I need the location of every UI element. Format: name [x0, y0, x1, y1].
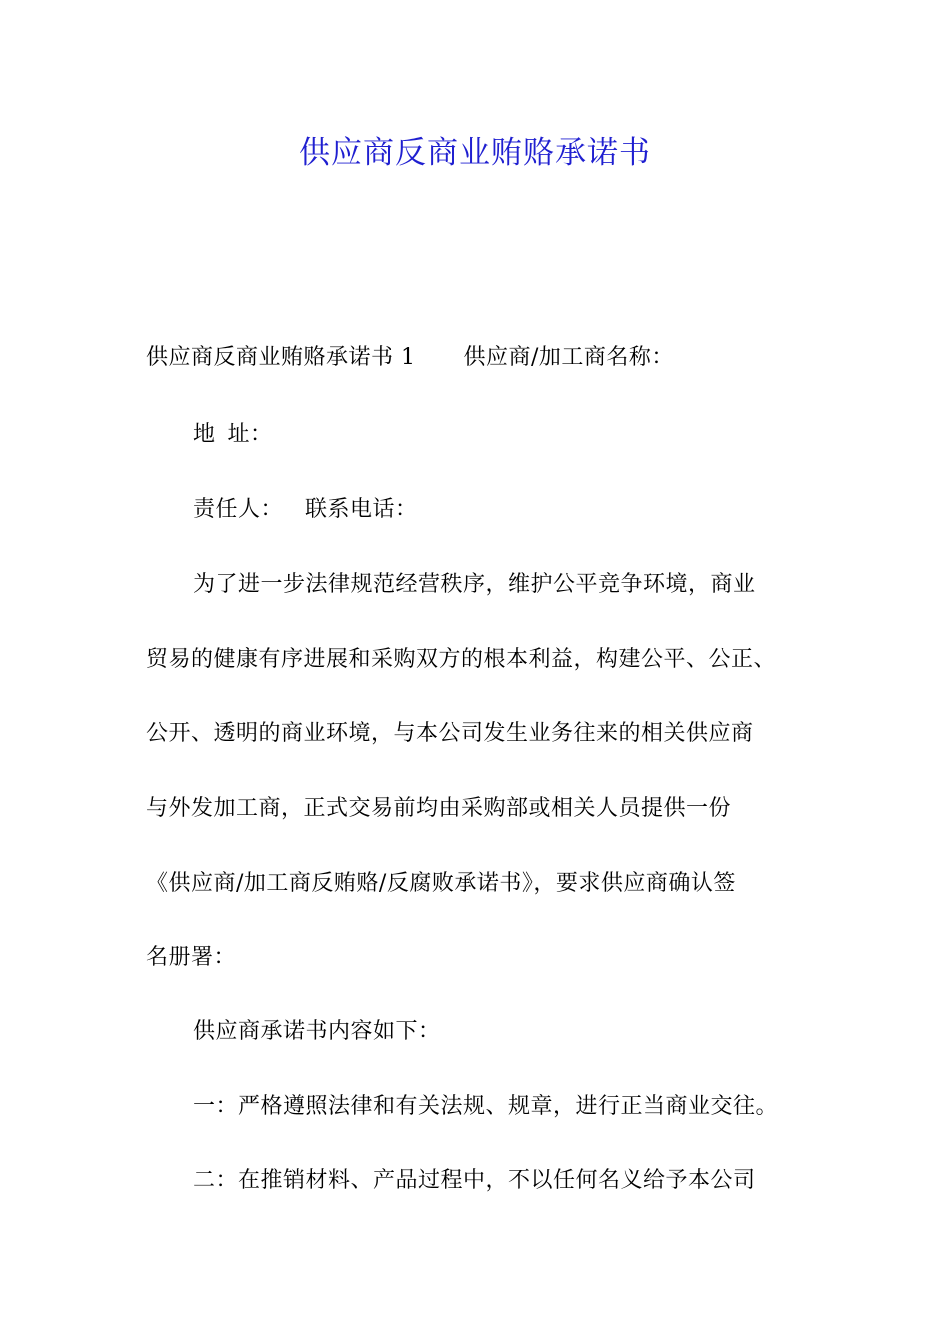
address-label-a: 地 — [193, 422, 216, 447]
paragraph-line: 贸易的健康有序进展和采购双方的根本利益，构建公平、公正、 — [146, 647, 777, 672]
contact-line — [193, 495, 418, 525]
document-title: 供应商反商业贿赂承诺书 — [299, 135, 651, 171]
responsible-label: 责任人： — [193, 497, 284, 522]
paragraph-line: 公开、透明的商业环境，与本公司发生业务往来的相关供应商 — [146, 721, 754, 746]
commitment-item-2: 二：在推销材料、产品过程中，不以任何名义给予本公司 — [193, 1168, 756, 1193]
phone-label: 联系电话： — [305, 497, 418, 522]
commitment-item-1: 一：严格遵照法律和有关法规、规章，进行正当商业交往。 — [193, 1094, 779, 1119]
paragraph-line: 名册署： — [146, 945, 237, 970]
heading-line-left: 供应商反商业贿赂承诺书 1 — [146, 345, 416, 370]
paragraph-line: 《供应商/加工商反贿赂/反腐败承诺书》，要求供应商确认签 — [146, 871, 736, 896]
paragraph-line: 与外发加工商，正式交易前均由采购部或相关人员提供一份 — [146, 796, 732, 821]
address-label-b: 址： — [227, 422, 273, 447]
address-line — [193, 420, 273, 450]
heading-line — [146, 343, 674, 373]
supplier-name-label: 供应商/加工商名称： — [463, 345, 674, 370]
paragraph-line: 为了进一步法律规范经营秩序，维护公平竞争环境，商业 — [193, 572, 756, 597]
content-intro: 供应商承诺书内容如下： — [193, 1019, 441, 1044]
